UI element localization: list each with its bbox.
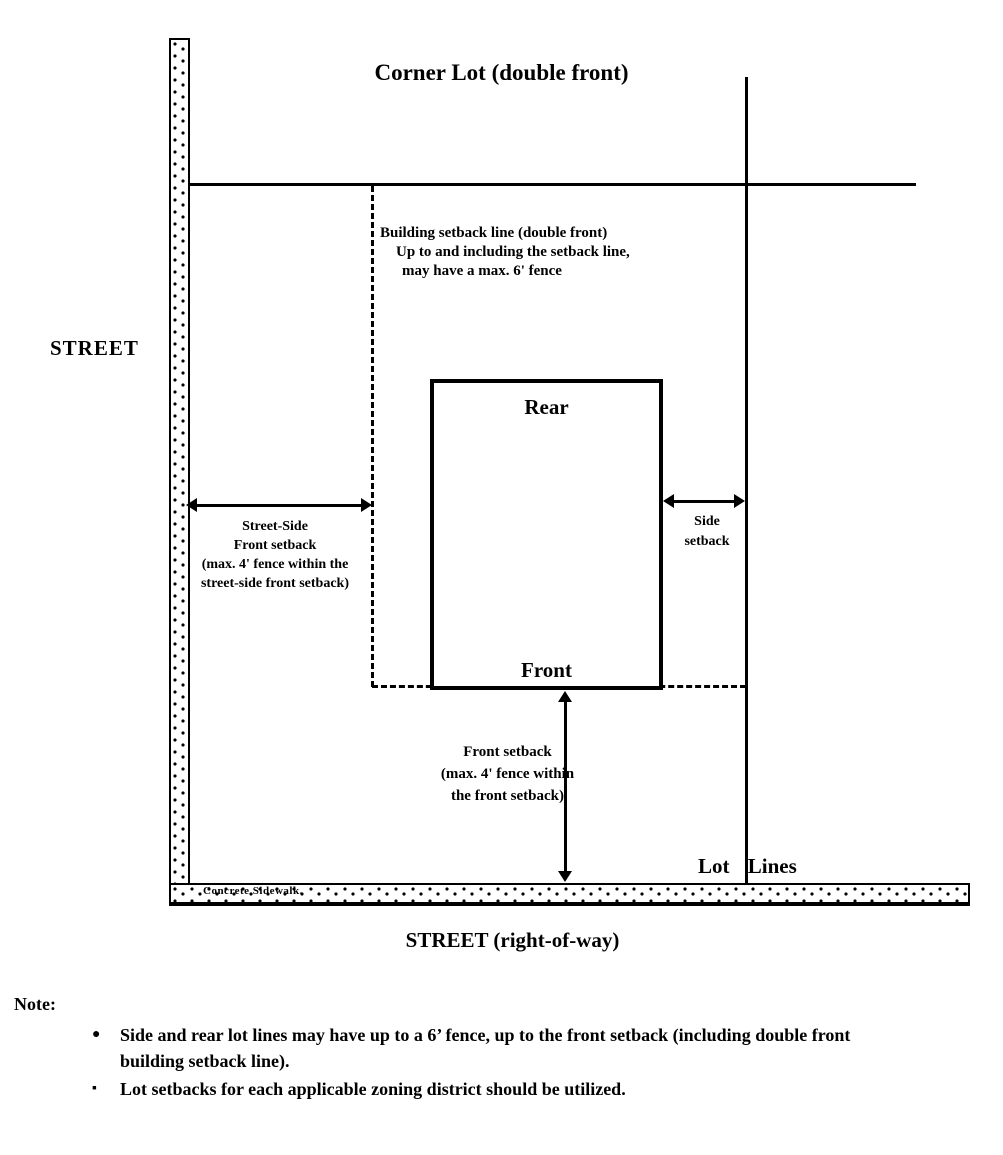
street-side-setback-line4: street-side front setback) [200, 576, 349, 591]
street-side-setback-line2: Front setback [233, 538, 317, 553]
diagram-title: Corner Lot (double front) [374, 60, 629, 85]
building-setback-note-line2: Up to and including the setback line, [396, 244, 630, 260]
front-setback-label [395, 741, 620, 807]
front-setback-line3: the front setback) [450, 788, 565, 804]
building-outline [430, 379, 663, 690]
note-bullet-2 [92, 1076, 912, 1102]
concrete-sidewalk-label: Concrete Sidewalk. [203, 885, 303, 897]
building-setback-note [380, 224, 630, 281]
front-setback-line2: (max. 4' fence within [440, 766, 575, 782]
bullet-dot-icon: ● [92, 1027, 101, 1042]
note-heading: Note: [14, 994, 56, 1014]
front-setback-line1: Front setback [463, 744, 552, 760]
building-front-label: Front [521, 658, 572, 682]
sidewalk-left-band [169, 38, 190, 906]
lot-line-right [745, 77, 748, 884]
street-left-label: STREET [50, 336, 139, 360]
note-bullet-1 [92, 1022, 912, 1074]
street-side-setback-line3: (max. 4' fence within the [201, 557, 349, 572]
building-setback-line-vertical [371, 186, 374, 687]
note-bullet-1-text: Side and rear lot lines may have up to a 6’ fence, up to the front setback (including double front building setback line). [120, 1025, 851, 1071]
bullet-square-icon: ▪ [92, 1081, 97, 1096]
street-bottom-label: STREET (right-of-way) [405, 928, 620, 952]
side-setback-line1: Side [694, 514, 720, 529]
lot-line-top [188, 183, 916, 186]
street-side-setback-label [175, 517, 375, 593]
side-setback-label [668, 512, 746, 552]
street-side-setback-arrow [186, 498, 372, 514]
side-setback-line2: setback [684, 534, 730, 549]
building-rear-label: Rear [524, 395, 569, 419]
building-setback-note-line1: Building setback line (double front) [380, 225, 608, 241]
building-setback-note-line3: may have a max. 6' fence [402, 263, 562, 279]
lot-lines-label: Lot Lines [698, 854, 797, 878]
street-side-setback-line1: Street-Side [242, 519, 308, 534]
note-bullet-2-text: Lot setbacks for each applicable zoning district should be utilized. [120, 1079, 626, 1099]
side-setback-arrow [663, 494, 745, 510]
